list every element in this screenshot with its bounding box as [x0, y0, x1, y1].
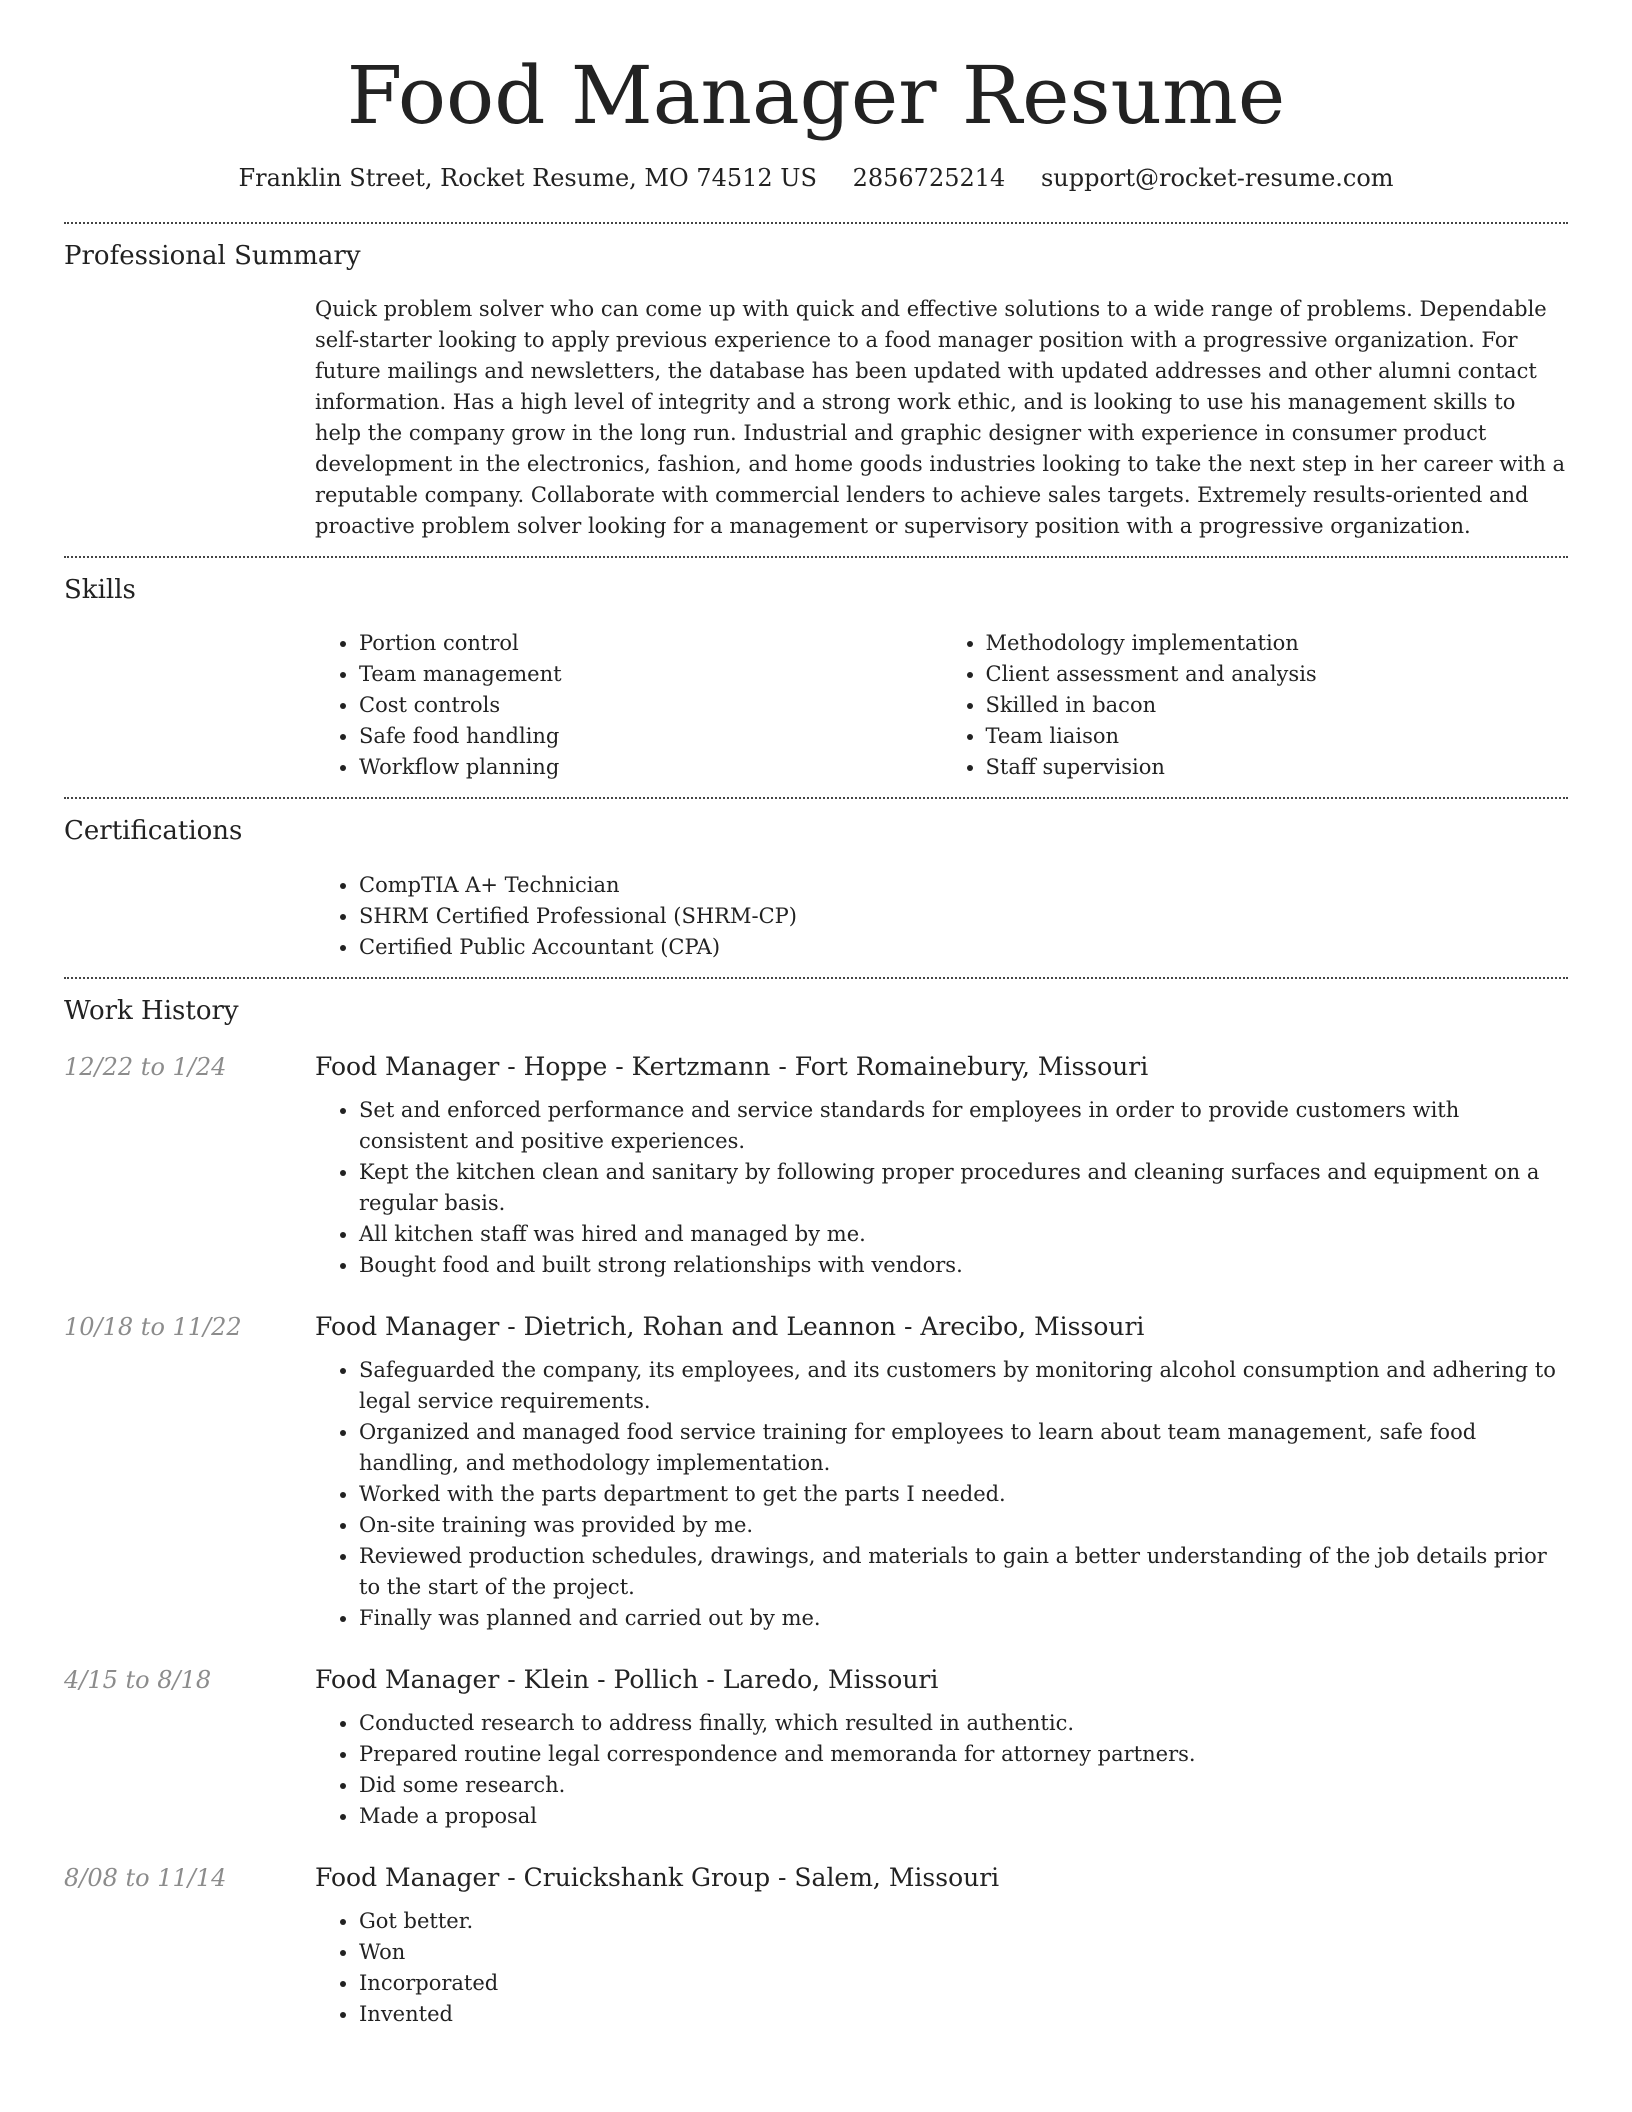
summary-text: Quick problem solver who can come up with quick and effective solutions to a wide range of problems. Dependable self-starter looking to apply previous experience to a food manager position with a progressive organization. For future mailings and newsletters, the database has been updated with updated addresses and other alumni contact information. Has a high level of integrity and a strong work ethic, and is looking to use his management skills to help the company grow in the long run. Industrial and graphic designer with experience in consumer product development in the electronics, fashion, and home goods industries looking to take the next step in her career with a reputable company. Collaborate with commercial lenders to achieve sales targets. Extremely results-oriented and proactive problem solver looking for a management or supervisory position with a progressive organization. [315, 296, 1566, 538]
job-bullets [315, 1708, 1568, 1832]
work-section [64, 979, 1568, 2030]
job-title: Food Manager - Hoppe - Kertzmann - Fort Romainebury, Missouri [315, 1052, 1149, 1082]
job-dates: 4/15 to 8/18 [64, 1666, 212, 1695]
job-bullets [315, 1355, 1568, 1634]
list-item: • Cost controls [359, 690, 942, 721]
job-entry [64, 1860, 1568, 2030]
list-item: • Worked with the parts department to get the parts I needed. [359, 1479, 1568, 1510]
list-item: • Made a proposal [359, 1801, 1568, 1832]
resume-title: Food Manager Resume [346, 49, 1286, 142]
job-list [64, 1049, 1568, 2030]
certifications-body [315, 870, 1568, 963]
job-entry [64, 1662, 1568, 1832]
list-item: • Portion control [359, 628, 942, 659]
contact-email: support@rocket-resume.com [1040, 164, 1394, 192]
work-heading: Work History [64, 995, 239, 1026]
list-item: • Staff supervision [986, 752, 1569, 783]
job-dates: 12/22 to 1/24 [64, 1053, 227, 1082]
list-item: • All kitchen staff was hired and managed by me. [359, 1219, 1568, 1250]
summary-heading: Professional Summary [64, 240, 361, 271]
list-item: • Won [359, 1937, 1568, 1968]
certifications-heading: Certifications [64, 816, 243, 847]
list-item: • Workflow planning [359, 752, 942, 783]
certifications-list [315, 870, 1568, 963]
job-dates: 8/08 to 11/14 [64, 1864, 227, 1893]
certifications-section [64, 799, 1568, 962]
job-title: Food Manager - Cruickshank Group - Salem, Missouri [315, 1863, 1000, 1893]
list-item: • Set and enforced performance and service standards for employees in order to provide customers with consistent and positive experiences. [359, 1095, 1568, 1157]
job-details [315, 1049, 1568, 1281]
job-entry [64, 1049, 1568, 1281]
contact-line [64, 162, 1568, 196]
skills-list-left [315, 628, 942, 783]
list-item: • SHRM Certified Professional (SHRM-CP) [359, 901, 1568, 932]
list-item: • Organized and managed food service training for employees to learn about team management, safe food handling, and methodology implementation. [359, 1417, 1568, 1479]
contact-phone: 2856725214 [852, 164, 1006, 192]
job-details [315, 1860, 1568, 2030]
list-item: • Methodology implementation [986, 628, 1569, 659]
list-item: • Certified Public Accountant (CPA) [359, 932, 1568, 963]
summary-body [315, 294, 1568, 542]
list-item: • CompTIA A+ Technician [359, 870, 1568, 901]
list-item: • Client assessment and analysis [986, 659, 1569, 690]
list-item: • Prepared routine legal correspondence and memoranda for attorney partners. [359, 1739, 1568, 1770]
skills-section [64, 558, 1568, 783]
job-title: Food Manager - Dietrich, Rohan and Leannon - Arecibo, Missouri [315, 1312, 1145, 1342]
list-item: • On-site training was provided by me. [359, 1510, 1568, 1541]
skills-heading: Skills [64, 574, 136, 605]
list-item: • Kept the kitchen clean and sanitary by following proper procedures and cleaning surfaces and equipment on a regular basis. [359, 1157, 1568, 1219]
summary-section [64, 224, 1568, 542]
list-item: • Bought food and built strong relationships with vendors. [359, 1250, 1568, 1281]
list-item: • Conducted research to address finally, which resulted in authentic. [359, 1708, 1568, 1739]
contact-address: Franklin Street, Rocket Resume, MO 74512 US [238, 164, 817, 192]
job-bullets [315, 1906, 1568, 2030]
job-title: Food Manager - Klein - Pollich - Laredo, Missouri [315, 1665, 939, 1695]
skills-list-right [942, 628, 1569, 783]
list-item: • Safeguarded the company, its employees, and its customers by monitoring alcohol consumption and adhering to legal service requirements. [359, 1355, 1568, 1417]
job-details [315, 1309, 1568, 1634]
list-item: • Reviewed production schedules, drawings, and materials to gain a better understanding of the job details prior to the start of the project. [359, 1541, 1568, 1603]
list-item: • Team management [359, 659, 942, 690]
list-item: • Did some research. [359, 1770, 1568, 1801]
skills-body [315, 628, 1568, 783]
list-item: • Team liaison [986, 721, 1569, 752]
list-item: • Invented [359, 1999, 1568, 2030]
list-item: • Got better. [359, 1906, 1568, 1937]
list-item: • Incorporated [359, 1968, 1568, 1999]
job-bullets [315, 1095, 1568, 1281]
list-item: • Finally was planned and carried out by me. [359, 1603, 1568, 1634]
job-dates: 10/18 to 11/22 [64, 1313, 242, 1342]
job-details [315, 1662, 1568, 1832]
job-entry [64, 1309, 1568, 1634]
list-item: • Skilled in bacon [986, 690, 1569, 721]
list-item: • Safe food handling [359, 721, 942, 752]
